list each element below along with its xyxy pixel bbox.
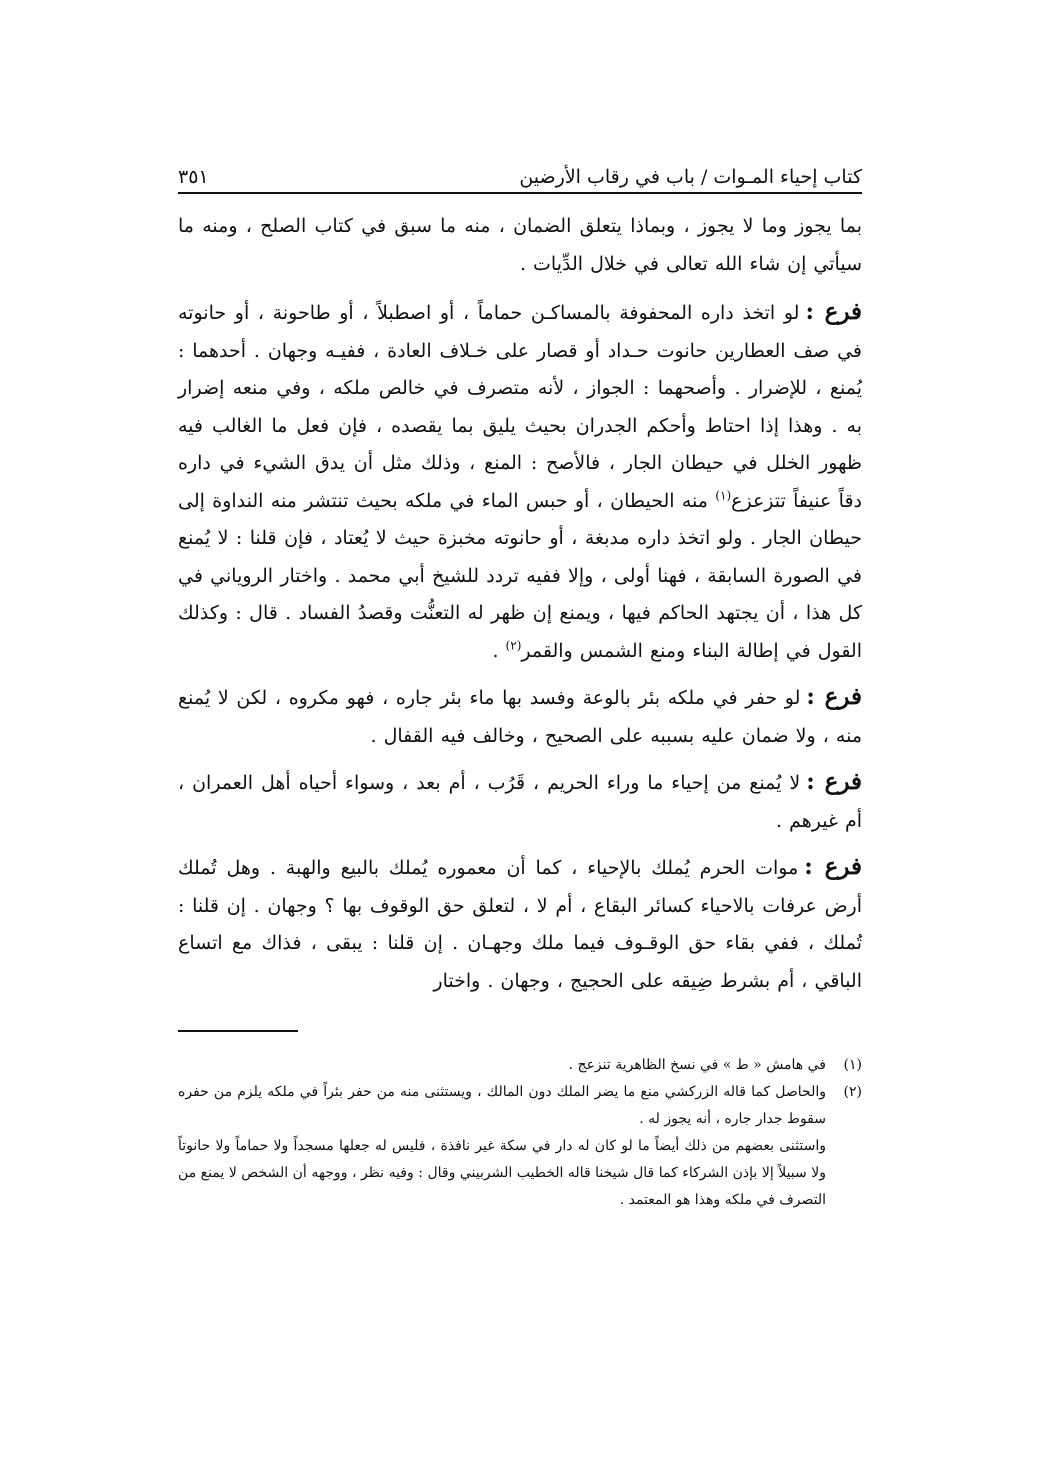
footnote-divider (178, 1030, 298, 1032)
paragraph-far-1 (178, 293, 862, 670)
paragraph-text: . (492, 639, 506, 662)
paragraph-text: بما يجوز وما لا يجوز ، وبماذا يتعلق الضمان ، منه ما سبق في كتاب الصلح ، ومنه ما سيأتي إن شاء الله تعالى في خلال الدِّيات . (178, 215, 862, 275)
footnote-text: والحاصل كما قاله الزركشي منع ما يضر الملك دون المالك ، ويستثنى منه من حفر بئراً في ملكه يلزم من حفره سقوط جدار جاره ، أنه يجوز له . (178, 1084, 826, 1127)
paragraph-far-4 (178, 848, 862, 1000)
footnote-ref-2: (٢) (505, 638, 522, 653)
footnote-2 (178, 1079, 862, 1133)
paragraph-text: موات الحرم يُملك بالإحياء ، كما أن معموره يُملك بالبيع والهبة . وهل تُملك أرض عرفات بالاحياء كسائر البقاع ، أم لا ، لتعلق حق الوقوف بها ؟ وجهان . إن قلنا : تُملك ، ففي بقاء حق الوقـوف فيما ملك وجهـان . إن قلنا : يبقى ، فذاك مع اتساع الباقي ، أم بشرط ضِيقه على الحجيج ، وجهان . واختار (178, 857, 862, 992)
footnote-2-continuation: واستثنى بعضهم من ذلك أيضاً ما لو كان له دار في سكة غير نافذة ، فليس له جعلها مسجداً ولا حماماً ولا حانوتاً ولا سبيلاً إلا بإذن الشركاء كما قال شيخنا قاله الخطيب الشربيني وقال : وفيه نظر ، ووجهه أن الشخص لا يمنع من التصرف في ملكه وهذا هو المعتمد . (178, 1138, 826, 1208)
footnote-number: (١) (843, 1057, 862, 1073)
header-title: كتاب إحياء المـوات / باب في رقاب الأرضين (519, 166, 862, 188)
header-divider (178, 192, 862, 194)
far-label: فرع : (806, 683, 862, 710)
paragraph-far-2 (178, 678, 862, 755)
page (178, 150, 862, 1214)
paragraph-text: لو اتخذ داره المحفوفة بالمساكـن حماماً ، أو اصطبلاً ، أو طاحونة ، أو حانوته في صف العطارين حانوت حـداد أو قصار على خـلاف العادة ، ففيـه وجهان . أحدهما : يُمنع ، للإضرار . وأصحهما : الجواز ، لأنه متصرف في خالص ملكه ، وفي منعه إضرار به . وهذا إذا احتاط وأحكم الجدران بحيث يليق بما يقصده ، فإن فعل ما الغالب فيه ظهور الخلل في حيطان الجار ، فالأصح : المنع ، وذلك مثل أن يدق الشيء في داره دقاً عنيفاً تتزعزع (178, 302, 862, 512)
far-label: فرع : (804, 853, 862, 880)
running-header (178, 150, 862, 188)
footnote-ref-1: (١) (715, 488, 732, 503)
footnotes (178, 1052, 862, 1214)
paragraph-text: منه الحيطان ، أو حبس الماء في ملكه بحيث تنتشر منه النداوة إلى حيطان الجار . ولو اتخذ داره مدبغة ، أو حانوته مخبزة حيث لا يُعتاد ، فإن قلنا : لا يُمنع في الصورة السابقة ، فهنا أولى ، وإلا ففيه تردد للشيخ أبي محمد . واختار الروياني في كل هذا ، أن يجتهد الحاكم فيها ، ويمنع إن ظهر له التعنُّت وقصدُ الفساد . قال : وكذلك القول في إطالة البناء ومنع الشمس والقمر (178, 489, 862, 662)
paragraph-continuation (178, 208, 862, 283)
far-label: فرع : (805, 298, 863, 325)
paragraph-text: لو حفر في ملكه بئر بالوعة وفسد بها ماء بئر جاره ، فهو مكروه ، لكن لا يُمنع منه ، ولا ضمان عليه بسببه على الصحيح ، وخالف فيه القفال . (178, 687, 862, 747)
footnote-number: (٢) (843, 1084, 862, 1100)
page-number: ٣٥١ (178, 166, 209, 188)
footnote-text: في هامش « ط » في نسخ الظاهرية تنزعج . (568, 1057, 826, 1073)
far-label: فرع : (806, 768, 863, 795)
footnote-1 (178, 1052, 862, 1079)
paragraph-text: لا يُمنع من إحياء ما وراء الحريم ، قَرُب ، أم بعد ، وسواء أحياه أهل العمران ، أم غيرهم . (178, 772, 862, 832)
paragraph-far-3 (178, 763, 862, 840)
